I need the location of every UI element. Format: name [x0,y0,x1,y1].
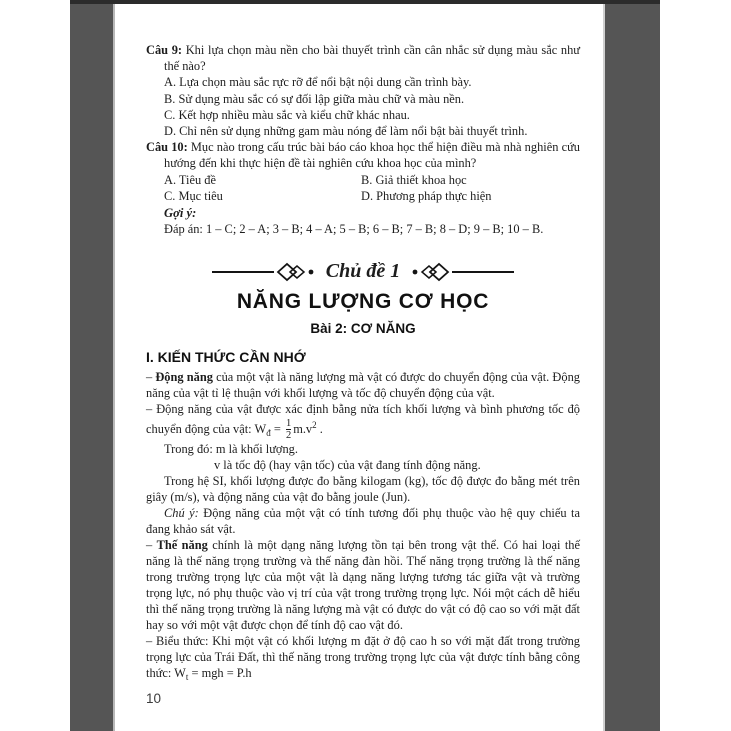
paragraph-potential-formula [146,633,580,685]
ornament-rule-left [212,271,274,273]
chapter-heading [146,258,580,336]
diamond-ornament-icon [408,261,450,283]
question-9 [146,42,580,74]
term-the-nang: Thế năng [156,538,208,553]
question-10-label: Câu 10: [146,140,188,155]
diamond-ornament-icon [276,261,318,283]
paragraph-text: – Động năng của vật được xác định bằng nửa tích khối lượng và bình phương tốc độ chuyển động của vật: [146,401,580,436]
formula-symbol: W [174,666,186,681]
page-body [146,42,580,685]
paragraph-kinetic-formula [146,401,580,442]
question-9-option-c: C. Kết hợp nhiều màu sắc và kiểu chữ khác nhau. [164,107,410,122]
right-dark-bar [603,4,660,731]
fraction-one-half: $\frac{1}{2}$ [285,418,292,442]
page-number: 10 [146,691,162,706]
paragraph-note [146,505,580,537]
question-10-option-a: A. Tiêu đề [164,172,216,187]
paragraph-text: Động năng của một vật có tính tương đối phụ thuộc vào hệ quy chiếu ta đang khảo sát vật. [146,506,580,537]
question-10-option-b: B. Giả thiết khoa học [361,172,467,187]
top-dark-strip [70,0,660,4]
question-10-option-d: D. Phương pháp thực hiện [361,189,492,204]
question-9-option-b: B. Sử dụng màu sắc có sự đối lập giữa màu chữ và màu nền. [164,91,465,106]
dash: – [146,369,153,384]
term-dong-nang: Động năng [155,369,213,384]
hint-label: Gợi ý: [164,205,197,220]
paragraph-kinetic-energy [146,369,580,401]
formula-superscript: 2 [312,419,317,430]
formula-kinetic [254,418,323,442]
section-heading: I. KIẾN THỨC CẦN NHỚ [146,348,306,365]
paragraph-potential-energy [146,537,580,633]
period: . [319,421,323,436]
question-10-text: Mục nào trong cấu trúc bài báo cáo khoa học thể hiện điều mà nhà nghiên cứu hướng đến khi thực hiện đề tài nghiên cứu khoa học của mình? [164,140,580,171]
answer-key: Đáp án: 1 – C; 2 – A; 3 – B; 4 – A; 5 – B; 6 – B; 7 – B; 8 – D; 9 – B; 10 – B. [164,222,544,237]
formula-potential [174,666,252,683]
paragraph-where-m: Trong đó: m là khối lượng. [164,442,298,457]
question-9-label: Câu 9: [146,43,183,57]
chapter-title: NĂNG LƯỢNG CƠ HỌC [236,289,490,313]
paragraph-where-v: v là tốc độ (hay vận tốc) của vật đang tính động năng. [214,458,481,473]
note-label: Chú ý: [164,506,199,521]
question-10 [146,139,580,171]
chapter-label: Chủ đề 1 [325,260,401,283]
formula-symbol: W [254,421,267,436]
ornament-rule-right [452,271,514,273]
formula-tail: = mgh = P.h [191,666,252,681]
dash: – [146,538,153,553]
question-10-options [146,172,580,205]
left-dark-bar [70,4,115,731]
question-9-option-d: D. Chỉ nên sử dụng những gam màu nóng để làm nổi bật bài thuyết trình. [164,124,528,139]
formula-subscript: đ [266,427,271,438]
paragraph-si-units: Trong hệ SI, khối lượng được đo bằng kilogam (kg), tốc độ được đo bằng mét trên giây (m/s), và động năng của vật đo bằng joule (Jun). [146,474,580,505]
question-9-option-a: A. Lựa chọn màu sắc rực rỡ để nổi bật nội dung cần trình bày. [164,75,472,90]
question-10-option-c: C. Mục tiêu [164,189,223,204]
formula-tail: m.v [293,421,313,436]
formula-subscript: t [185,672,189,683]
paragraph-text: – Biểu thức: Khi một vật có khối lượng m đặt ở độ cao h so với mặt đất trong trường trọng lực của Trái Đất, thì thế năng trong trường trọng lực của vật được tính bằng công thức: [146,634,580,681]
paragraph-text: của một vật là năng lượng mà vật có được do chuyển động của vật. Động năng của vật tỉ lệ thuận với khối lượng và tốc độ chuyển động của vật. [146,369,580,400]
chapter-ornament-row [146,258,580,286]
paragraph-text: chính là một dạng năng lượng tồn tại bên trong vật thể. Có hai loại thế năng là thế năng trọng trường và thế năng đàn hồi. Thế năng trọng trường là thế năng trong trường trọng lực của một vật là dạng năng lượng tương tác giữa vật và trường trọng lực, nó phụ thuộc vào vị trí của vật trong trường trọng lực. Nói một cách dễ hiểu thì thế năng trọng trường là năng lượng mà vật có được do vật có độ cao so với mặt đất hay so với một vật được chọn để tính độ cao vật đó. [146,538,580,633]
lesson-title: Bài 2: CƠ NĂNG [310,320,416,336]
equals-sign: = [273,421,281,436]
question-9-text: Khi lựa chọn màu nền cho bài thuyết trình cần cân nhắc sử dụng màu sắc như thế nào? [164,43,580,74]
